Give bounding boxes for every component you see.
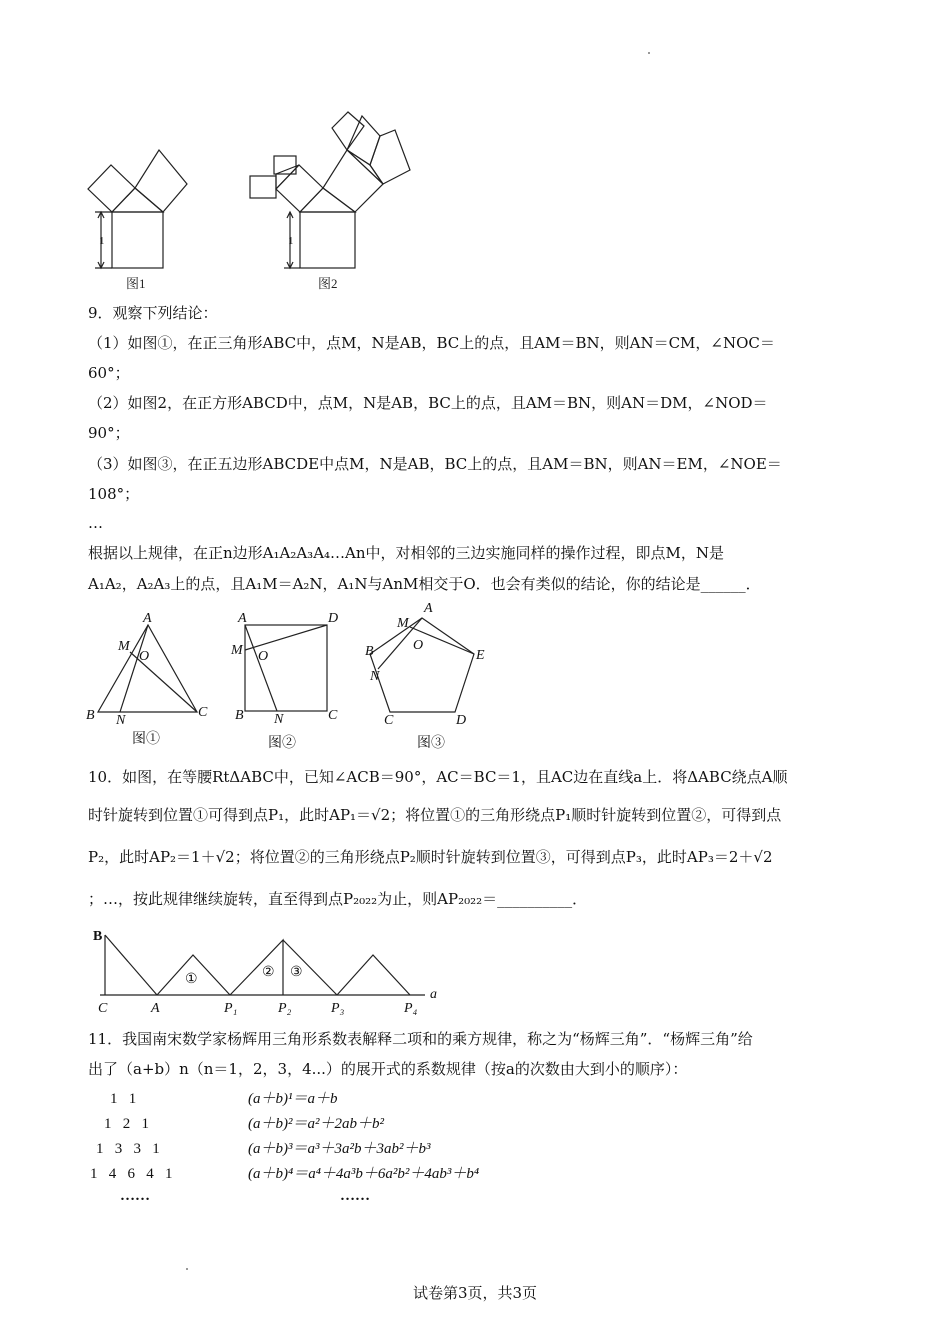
label-n: N bbox=[370, 669, 380, 684]
label-line-a: a bbox=[430, 987, 437, 1002]
q9-line: 9．观察下列结论： bbox=[88, 304, 218, 322]
label-b: B bbox=[235, 708, 244, 723]
label-p2: P₂ bbox=[278, 1001, 292, 1016]
q9-line: （3）如图③，在正五边形ABCDE中点M，N是AB，BC上的点，且AM＝BN，则AN＝EM，∠NOE＝ bbox=[88, 455, 782, 473]
label-b: B bbox=[93, 929, 103, 944]
label-c: C bbox=[384, 713, 394, 728]
q10-line: P₂，此时AP₂＝1＋√2；将位置②的三角形绕点P₂顺时针旋转到位置③，可得到点P₃，此时AP₃＝2＋√2 bbox=[88, 848, 773, 866]
position-2-label: ② bbox=[262, 965, 275, 980]
label-p3: P₃ bbox=[331, 1001, 345, 1016]
label-c: C bbox=[198, 705, 208, 720]
label-n: N bbox=[274, 712, 284, 727]
yanghui-row: …… bbox=[120, 1188, 150, 1204]
page-footer: 试卷第3页，共3页 bbox=[412, 1284, 538, 1302]
dimension-label: 1 bbox=[99, 235, 105, 247]
figure-pentagon bbox=[365, 601, 485, 751]
label-b: B bbox=[365, 644, 374, 659]
figure-caption: 图1 bbox=[126, 276, 146, 291]
q9-line: 60°； bbox=[88, 364, 130, 382]
label-c: C bbox=[98, 1001, 108, 1016]
label-p4: P₄ bbox=[404, 1001, 418, 1016]
q9-line: A₁A₂，A₂A₃上的点，且A₁M＝A₂N，A₁N与AnM相交于O．也会有类似的结论，你的结论是______． bbox=[88, 575, 761, 593]
figure-triangle bbox=[86, 611, 208, 747]
label-b: B bbox=[86, 708, 95, 723]
label-d: D bbox=[456, 713, 467, 728]
label-d: D bbox=[328, 611, 339, 626]
expansion: (a＋b)¹＝a＋b bbox=[248, 1091, 338, 1107]
label-p1: P₁ bbox=[224, 1001, 238, 1016]
label-o: O bbox=[258, 649, 269, 664]
label-a: A bbox=[151, 1001, 160, 1016]
yanghui-row: 1 2 1 bbox=[104, 1116, 149, 1132]
expansion: (a＋b)³＝a³＋3a²b＋3ab²＋b³ bbox=[248, 1141, 431, 1157]
label-o: O bbox=[139, 649, 150, 664]
position-3-label: ③ bbox=[290, 965, 303, 980]
figure-caption: 图2 bbox=[318, 276, 338, 291]
q9-line: … bbox=[88, 514, 103, 532]
q10-line: ；…，按此规律继续旋转，直至得到点P₂₀₂₂为止，则AP₂₀₂₂＝__________． bbox=[88, 890, 588, 908]
figure-rotation bbox=[93, 929, 437, 1016]
figure-1 bbox=[88, 150, 187, 291]
label-a: A bbox=[143, 611, 152, 626]
expansion: …… bbox=[340, 1188, 370, 1204]
q9-line: 108°； bbox=[88, 485, 140, 503]
q9-line: （1）如图①，在正三角形ABC中，点M，N是AB，BC上的点，且AM＝BN，则AN＝CM，∠NOC＝ bbox=[88, 334, 775, 352]
label-n: N bbox=[116, 713, 126, 728]
yanghui-row: 1 4 6 4 1 bbox=[90, 1166, 173, 1182]
expansion: (a＋b)⁴＝a⁴＋4a³b＋6a²b²＋4ab³＋b⁴ bbox=[248, 1166, 480, 1182]
label-a: A bbox=[238, 611, 247, 626]
figure-caption: 图① bbox=[132, 732, 160, 747]
q11-line: 出了（a+b）n（n＝1，2，3，4...）的展开式的系数规律（按a的次数由大到小的顺序）： bbox=[88, 1060, 688, 1078]
position-1-label: ① bbox=[185, 972, 198, 987]
label-m: M bbox=[397, 616, 409, 631]
dimension-label: 1 bbox=[288, 235, 294, 247]
q11-line: 11．我国南宋数学家杨辉用三角形系数表解释二项和的乘方规律，称之为“杨辉三角”．“杨辉三角”给 bbox=[88, 1030, 753, 1048]
figure-caption: 图② bbox=[268, 736, 296, 751]
label-m: M bbox=[118, 639, 130, 654]
label-m: M bbox=[231, 643, 243, 658]
label-c: C bbox=[328, 708, 338, 723]
yanghui-row: 1 3 3 1 bbox=[96, 1141, 160, 1157]
figure-2 bbox=[250, 112, 410, 291]
q10-line: 10．如图，在等腰RtΔABC中，已知∠ACB＝90°，AC＝BC＝1，且AC边在直线a上．将ΔABC绕点A顺 bbox=[88, 768, 788, 786]
yanghui-row: 1 1 bbox=[110, 1091, 137, 1107]
q9-line: 90°； bbox=[88, 424, 130, 442]
q9-line: 根据以上规律，在正n边形A₁A₂A₃A₄…An中，对相邻的三边实施同样的操作过程，即点M，N是 bbox=[88, 544, 725, 562]
figure-caption: 图③ bbox=[417, 736, 445, 751]
label-o: O bbox=[413, 638, 424, 653]
figure-square bbox=[230, 611, 338, 751]
q10-line: 时针旋转到位置①可得到点P₁，此时AP₁＝√2；将位置①的三角形绕点P₁顺时针旋转到位置②，可得到点 bbox=[88, 806, 782, 824]
expansion: (a＋b)²＝a²＋2ab＋b² bbox=[248, 1116, 384, 1132]
q9-line: （2）如图2，在正方形ABCD中，点M，N是AB，BC上的点，且AM＝BN，则AN＝DM，∠NOD＝ bbox=[88, 394, 768, 412]
label-e: E bbox=[476, 648, 485, 663]
label-a: A bbox=[424, 601, 433, 616]
